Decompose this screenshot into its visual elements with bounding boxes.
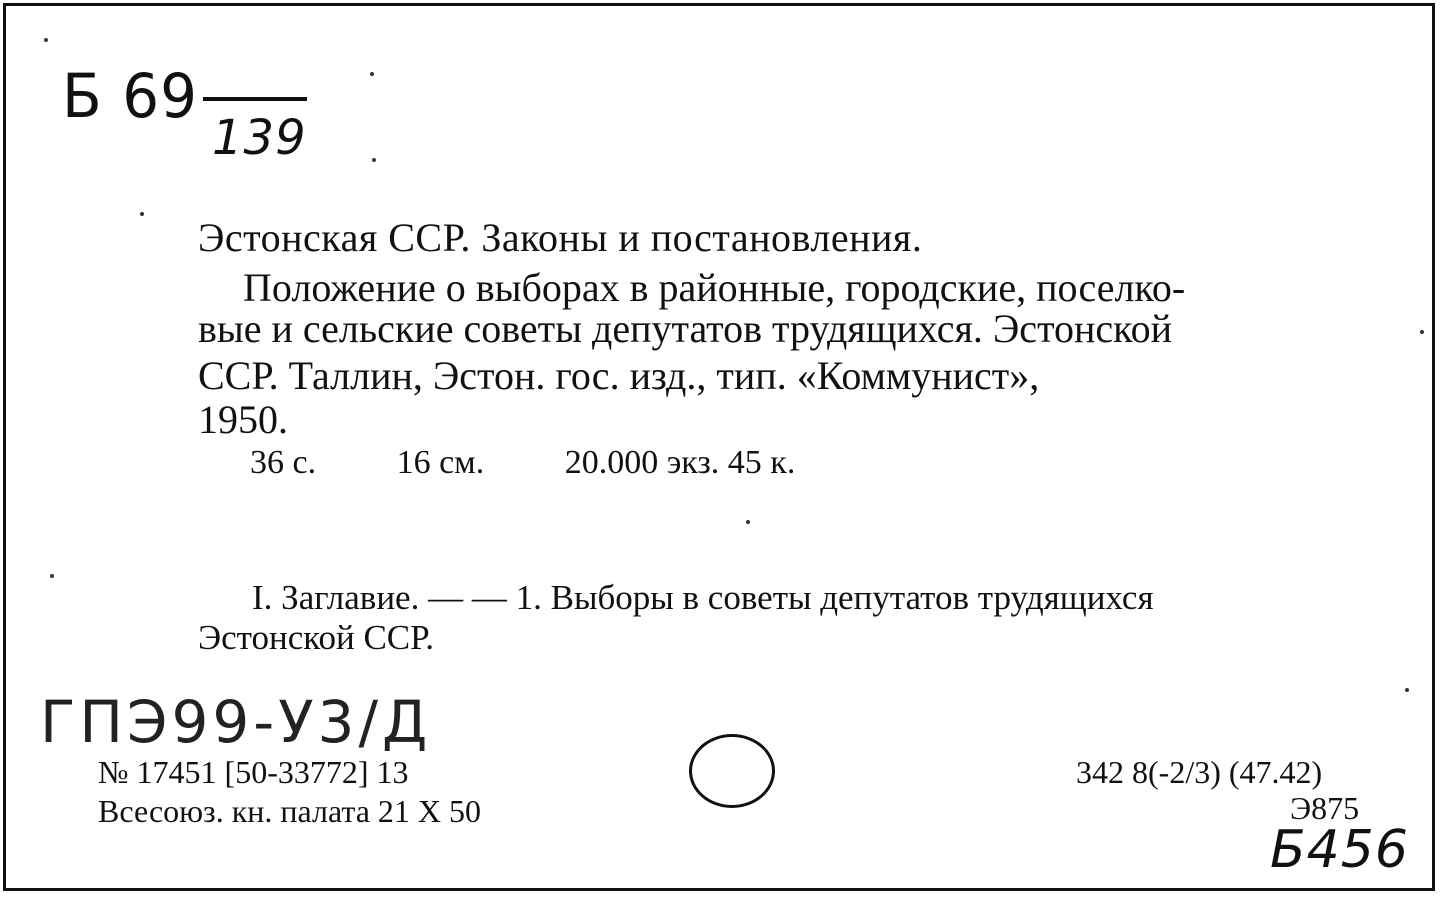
library-stamp: ГПЭ99-У3/Д	[40, 688, 432, 756]
speck	[372, 158, 376, 162]
classification-code: 342 8(-2/3) (47.42)	[1076, 754, 1323, 790]
tracing-line-2: Эстонской ССР.	[198, 618, 434, 657]
speck	[746, 520, 750, 524]
speck	[370, 72, 374, 76]
card-heading: Эстонская ССР. Законы и постановления.	[198, 215, 923, 260]
body-line-4: 1950.	[198, 397, 288, 442]
shelf-mark-sub: 139	[212, 110, 307, 166]
accession-number: № 17451 [50-33772] 13	[98, 754, 409, 790]
speck	[44, 38, 48, 42]
speck	[50, 574, 54, 578]
shelf-mark-rule	[203, 97, 307, 101]
body-line-3: ССР. Таллин, Эстон. гос. изд., тип. «Коммунист»,	[198, 353, 1040, 398]
page-count: 36 с.	[250, 444, 317, 481]
author-code: Э875	[1290, 790, 1360, 826]
body-line-2: вые и сельские советы депутатов трудящихся. Эстонской	[198, 306, 1172, 351]
chamber-imprint: Всесоюз. кн. палата 21 X 50	[98, 793, 481, 829]
speck	[1405, 688, 1409, 692]
tracing-line-1: I. Заглавие. — — 1. Выборы в советы депутатов трудящихся	[252, 578, 1154, 617]
body-line-1: Положение о выборах в районные, городские, поселко-	[243, 265, 1186, 310]
handwritten-note: Б456	[1270, 820, 1409, 880]
speck	[140, 212, 144, 216]
shelf-mark: Б 69	[62, 60, 199, 132]
book-size: 16 см.	[396, 444, 485, 481]
speck	[1420, 330, 1424, 334]
physical-description	[250, 444, 867, 482]
copies-price: 20.000 экз. 45 к.	[564, 444, 796, 481]
card-punch-hole	[689, 734, 775, 808]
